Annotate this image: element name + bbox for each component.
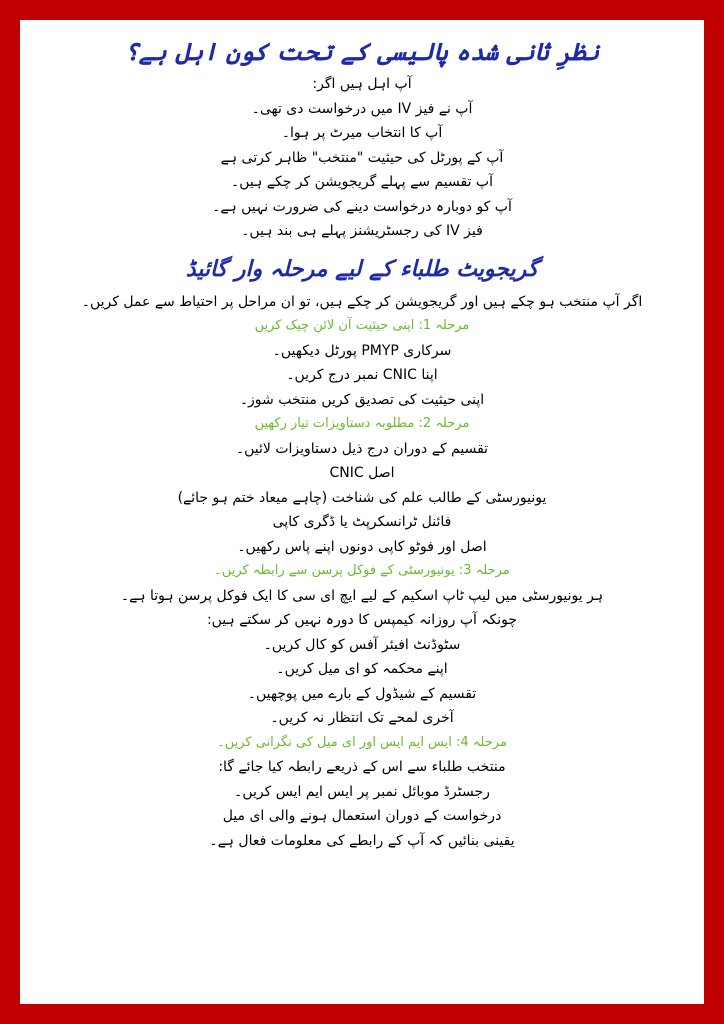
step-line: یقینی بنائیں کہ آپ کے رابطے کی معلومات فعال ہے۔ [209, 832, 515, 849]
step-line: منتخب طلباء سے اس کے ذریعے رابطہ کیا جائے گا: [218, 759, 506, 775]
step-line: تقسیم کے دوران درج ذیل دستاویزات لائیں۔ [235, 440, 489, 457]
eligibility-line: فیز IV کی رجسٹریشنز پہلے ہی بند ہیں۔ [241, 223, 483, 239]
step-line: چونکہ آپ روزانہ کیمپس کا دورہ نہیں کر سکتے ہیں: [206, 612, 518, 628]
eligibility-line: آپ نے فیز IV میں درخواست دی تھی۔ [251, 100, 473, 117]
step-heading: مرحلہ 4: ایس ایم ایس اور ای میل کی نگرانی کریں۔ [217, 734, 507, 750]
step-heading: مرحلہ 1: اپنی حیثیت آن لائن چیک کریں [254, 318, 470, 333]
step-3 [20, 559, 704, 731]
eligibility-section [20, 72, 704, 244]
step-line: ہر یونیورسٹی میں لیپ ٹاپ اسکیم کے لیے ایچ ای سی کا ایک فوکل پرسن ہوتا ہے۔ [120, 587, 604, 604]
step-line: تقسیم کے شیڈول کے بارے میں پوچھیں۔ [247, 685, 477, 702]
eligibility-line: آپ اہل ہیں اگر: [312, 76, 412, 92]
guide-intro: اگر آپ منتخب ہو چکے ہیں اور گریجویشن کر چکے ہیں، تو ان مراحل پر احتیاط سے عمل کریں۔ [81, 293, 643, 310]
step-line: اپنی حیثیت کی تصدیق کریں منتخب شوز۔ [239, 391, 485, 408]
step-4 [20, 731, 704, 854]
eligibility-line: آپ کا انتخاب میرٹ پر ہوا۔ [281, 125, 443, 141]
document-frame [20, 20, 704, 1004]
step-line: فائنل ٹرانسکرپٹ یا ڈگری کاپی [272, 514, 452, 530]
title-eligibility: نظرِ ثانی شدہ پالیسی کے تحت کون اہل ہے؟ [124, 38, 600, 66]
step-line: اصل CNIC [329, 465, 395, 481]
eligibility-line: آپ تقسیم سے پہلے گریجویشن کر چکے ہیں۔ [231, 174, 493, 190]
step-line: سٹوڈنٹ افیئر آفس کو کال کریں۔ [263, 636, 461, 653]
step-line: درخواست کے دوران استعمال ہونے والی ای میل [222, 808, 502, 824]
step-line: یونیورسٹی کے طالب علم کی شناخت (چاہے میعاد ختم ہو جائے) [177, 489, 547, 506]
step-line: سرکاری PMYP پورٹل دیکھیں۔ [272, 342, 452, 359]
step-2 [20, 412, 704, 559]
step-line: آخری لمحے تک انتظار نہ کریں۔ [270, 710, 454, 726]
step-heading: مرحلہ 2: مطلوبہ دستاویزات تیار رکھیں [254, 416, 470, 431]
eligibility-line: آپ کو دوبارہ درخواست دینے کی ضرورت نہیں ہے۔ [212, 198, 512, 215]
step-line: اصل اور فوٹو کاپی دونوں اپنے پاس رکھیں۔ [237, 538, 487, 555]
eligibility-line: آپ کے پورٹل کی حیثیت "منتخب" ظاہر کرتی ہے [220, 149, 504, 166]
step-line: رجسٹرڈ موبائل نمبر پر ایس ایم ایس کریں۔ [234, 783, 490, 800]
document-body [20, 20, 704, 853]
step-line: اپنا CNIC نمبر درج کریں۔ [286, 367, 438, 383]
step-line: اپنے محکمہ کو ای میل کریں۔ [276, 661, 448, 677]
title-step-guide: گریجویٹ طلباء کے لیے مرحلہ وار گائیڈ [185, 256, 539, 282]
step-1 [20, 314, 704, 412]
step-heading: مرحلہ 3: یونیورسٹی کے فوکل پرسن سے رابطہ کریں۔ [214, 563, 510, 578]
